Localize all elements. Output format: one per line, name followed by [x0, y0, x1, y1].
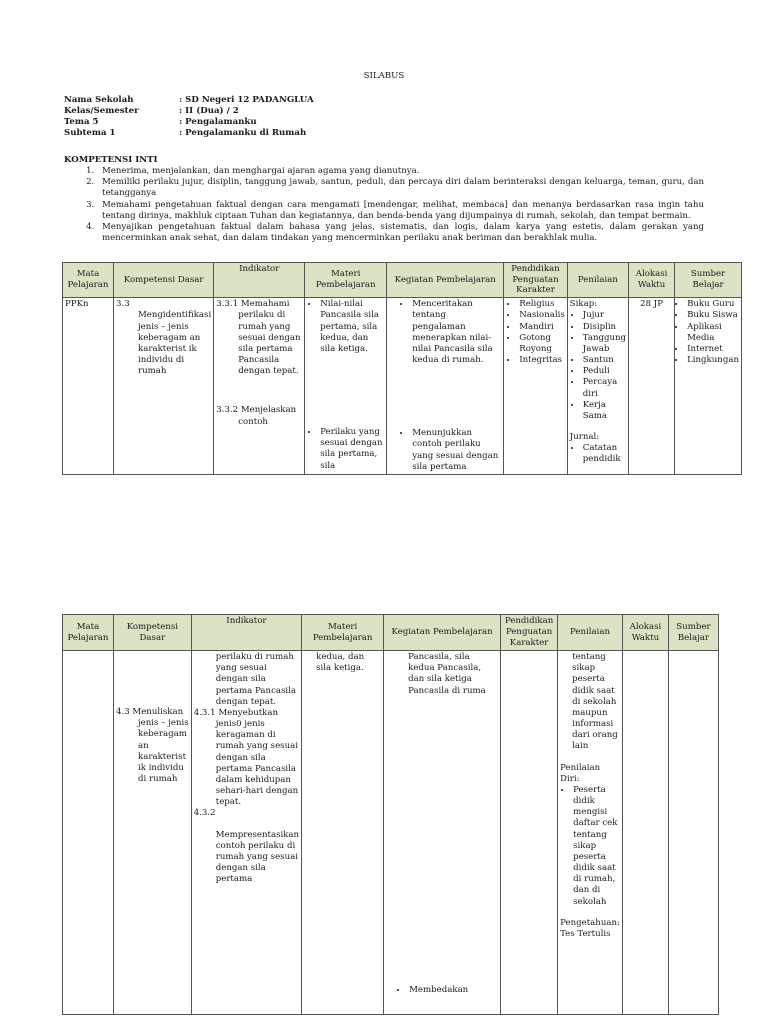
cell-mata-pelajaran: PPKn	[63, 298, 114, 475]
list-item: • Gotong Royong	[518, 333, 565, 355]
table-row	[63, 298, 742, 475]
header-penilaian: Penilaian	[567, 263, 628, 298]
header-kompetensi-dasar: Kompetensi Dasar	[114, 263, 214, 298]
header-materi: Materi Pembelajaran	[305, 263, 387, 298]
kompetensi-inti-title: KOMPETENSI INTI	[64, 155, 158, 165]
kompetensi-inti	[64, 155, 704, 244]
list-item: • Catatan pendidik	[582, 443, 626, 465]
list-item: • Menunjukkan contoh perilaku yang sesuai dengan sila pertama	[411, 428, 501, 473]
header-ppk: Pendidikan Penguatan Karakter	[501, 615, 558, 651]
list-item: • Kerja Sama	[582, 400, 626, 422]
list-item: • Religius	[518, 299, 565, 310]
cell-mata-pelajaran	[63, 651, 114, 1015]
list-item: • Buku Guru	[686, 299, 739, 310]
list-item: • Santun	[582, 355, 626, 366]
header-ppk: Pendidikan Penguatan Karakter	[504, 263, 568, 298]
cell-indikator: 3.3.1 Memahami perilaku di rumah yang sesuai dengan sila pertama Pancasila dengan tepat. 3.3.2 Menjelaskan contoh	[214, 298, 305, 475]
header-indikator: Indikator	[191, 615, 301, 651]
list-item: • Peduli	[582, 366, 626, 377]
list-item: • Nasionalis	[518, 310, 565, 321]
header-kegiatan: Kegiatan Pembelajaran	[384, 615, 501, 651]
cell-alokasi: 28 JP	[629, 298, 675, 475]
header-kegiatan: Kegiatan Pembelajaran	[387, 263, 504, 298]
cell-kegiatan: Pancasila, sila kedua Pancasila, dan sila ketiga Pancasila di ruma • Membedakan	[384, 651, 501, 1015]
list-item: • Buku Siswa	[686, 310, 739, 321]
header-indikator: Indikator	[214, 263, 305, 298]
cell-kegiatan	[387, 298, 504, 475]
list-item: • Peserta didik mengisi daftar cek tentang sikap peserta didik saat di rumah, dan di sekolah	[572, 785, 620, 908]
cell-ppk	[501, 651, 558, 1015]
list-item: • Percaya diri	[582, 377, 626, 399]
list-item: • Membedakan	[408, 985, 498, 996]
cell-kompetensi-dasar: 3.3 Mengidentifikasi jenis – jenis keberagam an karakterist ik individu di rumah	[114, 298, 214, 475]
header-row: Kelas/Semester : II (Dua) / 2	[64, 106, 239, 116]
list-item: • Tanggung Jawab	[582, 333, 626, 355]
list-item: 4. Menyajikan pengetahuan faktual dalam bahasa yang jelas, sistematis, dan logis, dalam karya yang estetis, dalam gerakan yang mencerminkan anak sehat, dan dalam tindakan yang mencerminkan perilaku anak beriman dan berakhlak mulia.	[97, 222, 704, 244]
cell-penilaian: Sikap: • Jujur • Disiplin • Tanggung Jawab • Santun • Peduli • Percaya diri • Kerja Sama Jurnal: • Catatan pendidik	[567, 298, 628, 475]
list-item: 3. Memahami pengetahuan faktual dengan cara mengamati [mendengar, melihat, membaca] dan menanya berdasarkan rasa ingin tahu tentang dirinya, makhluk ciptaan Tuhan dan kegiatannya, dan benda-benda yang dijumpainya di rumah, sekolah, dan tempat bermain.	[97, 200, 704, 222]
syllabus-table-2	[62, 614, 719, 1015]
header-sumber: Sumber Belajar	[675, 263, 742, 298]
header-row: Subtema 1 : Pengalamanku di Rumah	[64, 128, 307, 138]
school-identity	[64, 95, 314, 139]
list-item: • Lingkungan	[686, 355, 739, 366]
list-item: • Mandiri	[518, 322, 565, 333]
cell-materi	[305, 298, 387, 475]
kompetensi-inti-list	[64, 166, 704, 244]
header-row: Nama Sekolah : SD Negeri 12 PADANGLUA	[64, 95, 314, 105]
header-materi: Materi Pembelajaran	[302, 615, 384, 651]
header-mata-pelajaran: Mata Pelajaran	[63, 263, 114, 298]
header-alokasi: Alokasi Waktu	[622, 615, 668, 651]
cell-sumber	[675, 298, 742, 475]
cell-ppk	[504, 298, 568, 475]
list-item: • Disiplin	[582, 322, 626, 333]
cell-sumber	[668, 651, 718, 1015]
cell-alokasi	[622, 651, 668, 1015]
list-item: • Perilaku yang sesuai dengan sila pertama, sila	[319, 427, 384, 472]
list-item: 1. Menerima, menjalankan, dan menghargai ajaran agama yang dianutnya.	[97, 166, 704, 177]
cell-kompetensi-dasar: 4.3 Menuliskan jenis – jenis keberagam an karakterist ik individu di rumah	[114, 651, 192, 1015]
document-title: SILABUS	[363, 71, 405, 81]
header-row: Tema 5 : Pengalamanku	[64, 117, 257, 127]
list-item: • Nilai-nilai Pancasila sila pertama, sila kedua, dan sila ketiga.	[319, 299, 384, 355]
header-penilaian: Penilaian	[558, 615, 623, 651]
list-item: • Aplikasi Media	[686, 322, 739, 344]
header-mata-pelajaran: Mata Pelajaran	[63, 615, 114, 651]
list-item: • Jujur	[582, 310, 626, 321]
header-alokasi: Alokasi Waktu	[629, 263, 675, 298]
table-row	[63, 651, 719, 1015]
cell-penilaian: tentang sikap peserta didik saat di sekolah maupun informasi dari orang lain Penilaian Diri: • Peserta didik mengisi daftar cek tentang sikap peserta didik saat di rumah, dan di sekolah Pengetahuan: Tes Tertulis	[558, 651, 623, 1015]
header-sumber: Sumber Belajar	[668, 615, 718, 651]
list-item: 2. Memiliki perilaku jujur, disiplin, tanggung jawab, santun, peduli, dan percaya diri dalam berinteraksi dengan keluarga, teman, guru, dan tetangganya	[97, 177, 704, 199]
syllabus-table-1	[62, 262, 742, 475]
cell-indikator: perilaku di rumah yang sesuai dengan sila pertama Pancasila dengan tepat. 4.3.1 Menyebutkan jenis0 jenis keragaman di rumah yang sesuai dengan sila pertama Pancasila dalam kehidupan sehari-hari dengan tepat. 4.3.2 Mempresentasikan contoh perilaku di rumah yang sesuai dengan sila pertama	[191, 651, 301, 1015]
list-item: • Integritas	[518, 355, 565, 366]
list-item: • Menceritakan tentang pengalaman menerapkan nilai-nilai Pancasila sila kedua di rumah.	[411, 299, 501, 366]
header-kompetensi-dasar: Kompetensi Dasar	[114, 615, 192, 651]
cell-materi: kedua, dan sila ketiga.	[302, 651, 384, 1015]
list-item: • Internet	[686, 344, 739, 355]
